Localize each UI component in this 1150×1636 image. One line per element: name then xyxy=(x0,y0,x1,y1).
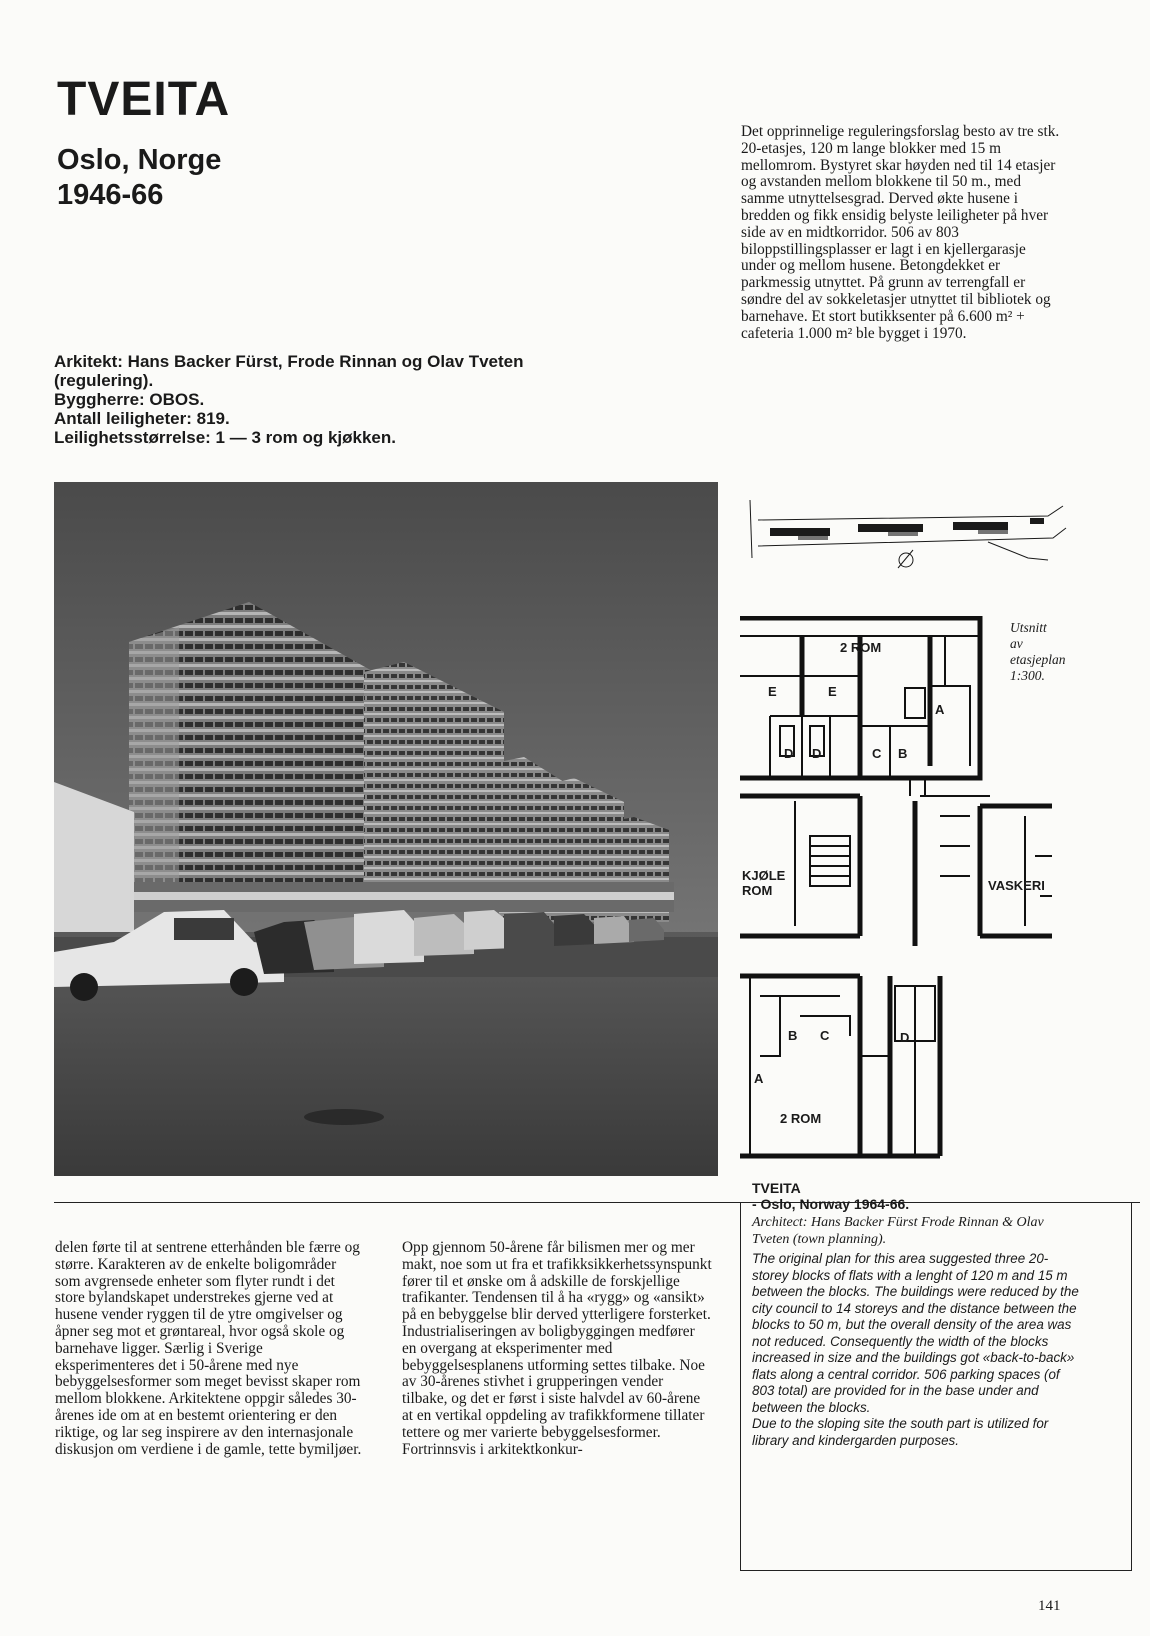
subtitle xyxy=(57,143,221,213)
plan-caption xyxy=(1010,620,1090,684)
plan-caption-line-3: etasjeplan xyxy=(1010,652,1066,667)
plan-label-2rom-top: 2 ROM xyxy=(840,640,882,655)
page-title: TVEITA xyxy=(57,73,231,126)
credits-block xyxy=(54,352,524,447)
building-photo xyxy=(54,482,718,1176)
plan-label-c2: C xyxy=(820,1028,830,1043)
plan-caption-line-4: 1:300. xyxy=(1010,668,1045,683)
site-plan xyxy=(748,498,1068,594)
plan-label-kjole-2: ROM xyxy=(742,883,773,898)
summary-subtitle: - Oslo, Norway 1964-66. xyxy=(752,1196,910,1212)
credit-architect: Arkitekt: Hans Backer Fürst, Frode Rinnan og Olav Tveten xyxy=(54,352,524,371)
plan-label-a2: A xyxy=(754,1071,764,1086)
plan-label-vaskeri: VASKERI xyxy=(988,878,1045,893)
plan-label-a1: A xyxy=(935,702,945,717)
plan-label-d3: D xyxy=(900,1030,910,1045)
plan-label-e1: E xyxy=(768,684,777,699)
site-plan-drawing xyxy=(748,498,1068,594)
credit-client: Byggherre: OBOS. xyxy=(54,390,205,409)
plan-label-b2: B xyxy=(788,1028,798,1043)
plan-label-kjole xyxy=(742,868,785,898)
summary-architect: Architect: Hans Backer Fürst Frode Rinnan & Olav Tveten (town planning). xyxy=(752,1215,1044,1247)
floor-plan-drawing xyxy=(740,616,1052,1171)
subtitle-place: Oslo, Norge xyxy=(57,144,222,176)
body-column-1: delen førte til at sentrene etterhånden ble færre og større. Karakteren av de enkelte boligområder som avgrensede enheter som flyter rundt i det store bylandskapet understrekes gjerne ved at husene vender ryggen til de ytre omgivelser og åpner seg mot et grøntareal, hvor også skole og barnehave ligger. Særlig i Sverige eksperimenteres det i 50-årene med nye bebyggelsesformer som meget bevisst skaper rom mellom blokkene. Arkitektene oppgir således 30-årenes ide om at en bestemt orientering er den riktige, og lar seg inspirere av den internasjonale diskusjon om verdiene i de gamle, tette bymiljøer. xyxy=(55,1239,362,1458)
body-column-2-para-2: Industrialiseringen av boligbyggingen medfører en overgang at eksperimenter med bebyggelsesplanens utforming settes tilbake. Noe av 30-årenes stivhet i grupperingen vender tilbake, og det er først i siste halvdel av 60-årene at en vertikal oppdeling av trafikkformene tillater tettere og mer varierte bebyggelsesformer. Fortrinnsvis i arkitektkonkur- xyxy=(402,1322,705,1458)
plan-label-d2: D xyxy=(812,746,822,761)
body-column-2 xyxy=(402,1240,712,1458)
subtitle-years: 1946-66 xyxy=(57,179,164,211)
english-summary xyxy=(752,1180,1082,1449)
plan-caption-line-1: Utsnitt xyxy=(1010,620,1047,635)
summary-text-1: The original plan for this area suggested three 20-storey blocks of flats with a lenght of 120 m and 15 m between the blocks. The buildings were reduced by the city council to 14 storeys and the distance between the blocks to 50 m, but the overall density of the area was not reduced. Consequently the width of the blocks increased in size and the buildings got «back-to-back» flats along a central corridor. 506 parking spaces (of 803 total) are provided for in the base under and between the blocks. xyxy=(752,1251,1079,1415)
plan-label-d1: D xyxy=(784,746,794,761)
credit-units: Antall leiligheter: 819. xyxy=(54,409,230,428)
plan-label-kjole-1: KJØLE xyxy=(742,868,786,883)
plan-label-b1: B xyxy=(898,746,908,761)
building-photo-image xyxy=(54,482,718,1176)
credit-size: Leilighetsstørrelse: 1 — 3 rom og kjøkken. xyxy=(54,428,396,447)
page-number: 141 xyxy=(1038,1598,1061,1614)
plan-label-e2: E xyxy=(828,684,837,699)
plan-label-c1: C xyxy=(872,746,882,761)
credit-architect-cont: (regulering). xyxy=(54,371,154,390)
intro-paragraph: Det opprinnelige reguleringsforslag besto av tre stk. 20-etasjes, 120 m lange blokker med 15 m mellomrom. Bystyret skar høyden ned til 14 etasjer og avstanden mellom blokkene til 50 m., med samme utnyttelsesgrad. Derved økte husene i bredden og fikk ensidig belyste leiligheter på hver side av en midtkorridor. 506 av 803 biloppstillingsplasser er lagt i en kjellergarasje under og mellom husene. Betongdekket er parkmessig utnyttet. På grunn av terrengfall er søndre del av sokkeletasjer utnyttet til bibliotek og barnehave. Et stort butikksenter på 6.600 m² + cafeteria 1.000 m² ble bygget i 1970. xyxy=(741,123,1060,342)
summary-text-2: Due to the sloping site the south part is utilized for library and kindergarden purposes. xyxy=(752,1416,1049,1448)
plan-caption-line-2: av xyxy=(1010,636,1023,651)
plan-label-2rom-bottom: 2 ROM xyxy=(780,1111,822,1126)
floor-plan xyxy=(740,616,1052,1171)
body-column-2-para-1: Opp gjennom 50-årene får bilismen mer og mer makt, noe som ut fra et trafikksikkerhetssynspunkt fører til et ønske om å adskille de forskjellige trafikanter. Tendensen til å ha «rygg» og «ansikt» på en bebyggelse blir derved ytterligere forsterket. xyxy=(402,1239,712,1324)
summary-title: TVEITA xyxy=(752,1180,801,1196)
